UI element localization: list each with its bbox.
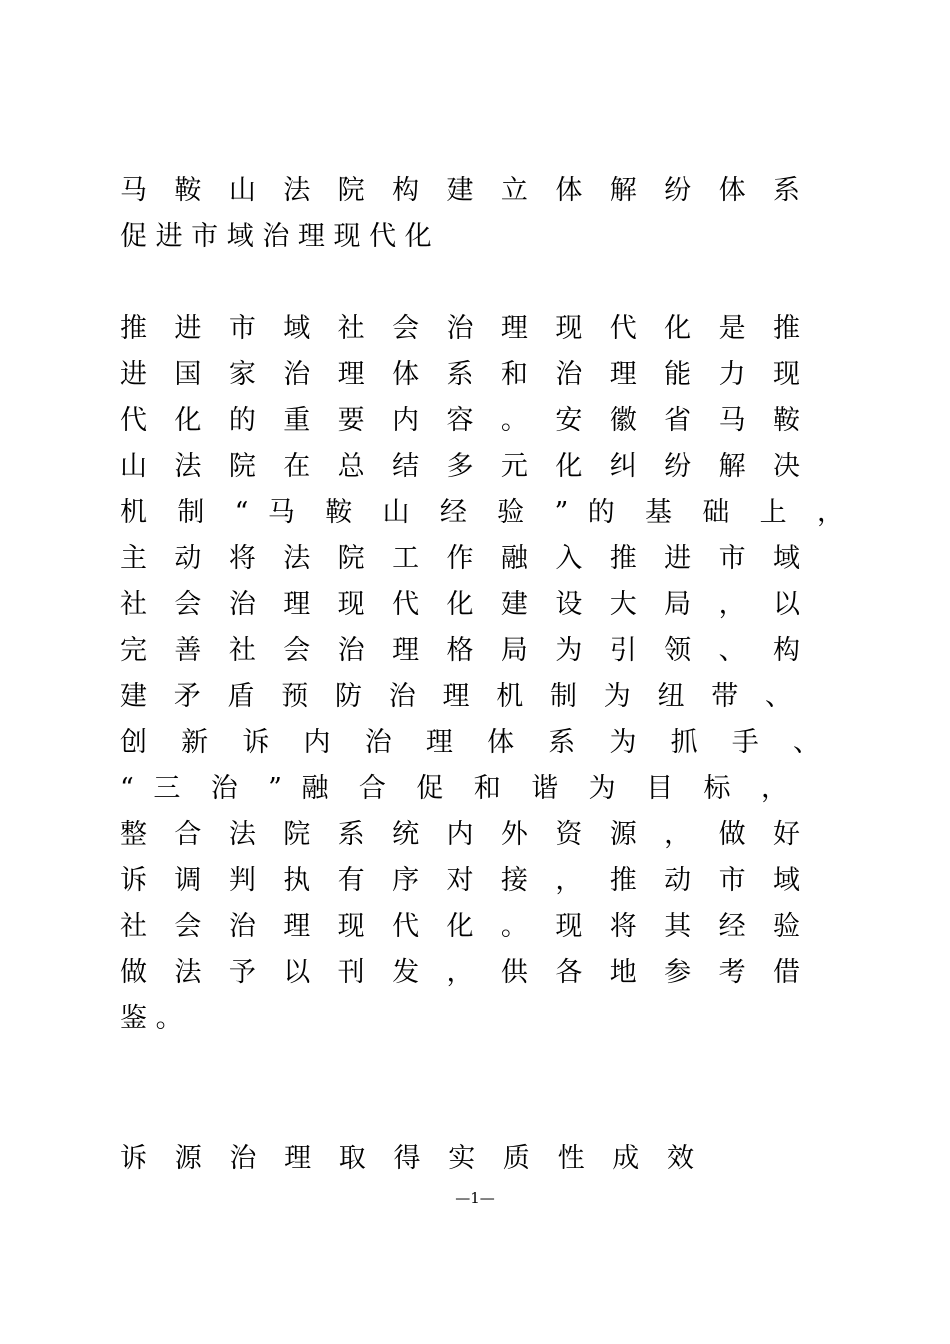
intro-line: 主 动 将 法 院 工 作 融 入 推 进 市 域 [120, 543, 800, 574]
intro-line: 完 善 社 会 治 理 格 局 为 引 领 、 构 [120, 635, 800, 666]
intro-line: 鉴 。 [120, 1003, 183, 1034]
intro-line: 机 制 “ 马 鞍 山 经 验 ” 的 基 础 上 ， [120, 497, 844, 528]
page-number: —1— [455, 1189, 495, 1207]
intro-line: 进 国 家 治 理 体 系 和 治 理 能 力 现 [120, 359, 800, 390]
intro-line: 诉 调 判 执 有 序 对 接 ， 推 动 市 域 [120, 865, 800, 896]
intro-line: 代 化 的 重 要 内 容 。 安 徽 省 马 鞍 [120, 405, 800, 436]
intro-line: 推 进 市 域 社 会 治 理 现 代 化 是 推 [120, 313, 800, 344]
intro-line: 山 法 院 在 总 结 多 元 化 纠 纷 解 决 [120, 451, 800, 482]
intro-line: 整 合 法 院 系 统 内 外 资 源 ， 做 好 [120, 819, 800, 850]
intro-line: 社 会 治 理 现 代 化 建 设 大 局 ， 以 [120, 589, 800, 620]
intro-line: “ 三 治 ” 融 合 促 和 谐 为 目 标 ， [120, 773, 788, 804]
section-heading: 诉 源 治 理 取 得 实 质 性 成 效 [120, 1143, 694, 1174]
intro-line: 建 矛 盾 预 防 治 理 机 制 为 纽 带 、 [120, 681, 792, 712]
intro-line: 社 会 治 理 现 代 化 。 现 将 其 经 验 [120, 911, 800, 942]
title-line-1: 马 鞍 山 法 院 构 建 立 体 解 纷 体 系 [120, 175, 800, 206]
intro-line: 做 法 予 以 刊 发 ， 供 各 地 参 考 借 [120, 957, 800, 988]
intro-line: 创 新 诉 内 治 理 体 系 为 抓 手 、 [120, 727, 820, 758]
title-line-2: 促 进 市 域 治 理 现 代 化 [120, 221, 432, 252]
